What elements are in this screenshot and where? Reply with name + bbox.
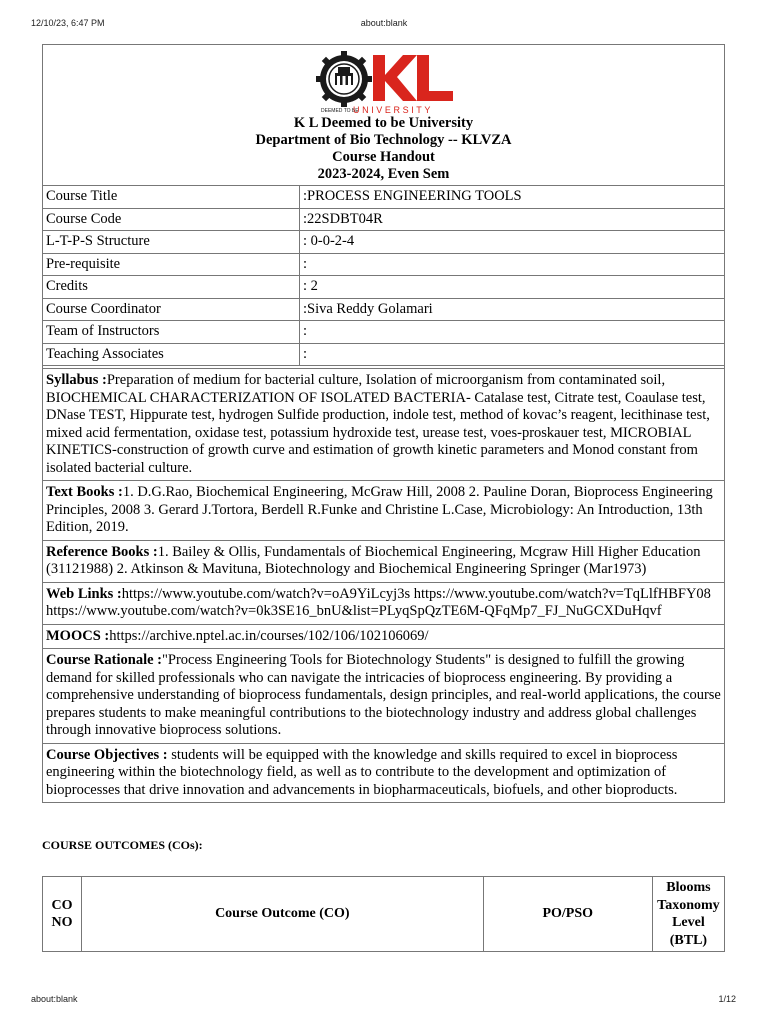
course-outcomes-table — [42, 876, 725, 952]
section-label: Reference Books : — [46, 543, 158, 560]
section-label: Text Books : — [46, 484, 123, 500]
info-value: : — [300, 321, 725, 344]
header-row — [43, 45, 725, 186]
print-footer — [0, 994, 768, 1008]
university-name: K L Deemed to be University — [293, 115, 474, 131]
gear-emblem-icon — [316, 51, 372, 107]
logo-tagline: UNIVERSITY — [353, 105, 434, 115]
section-course-rationale — [43, 649, 725, 744]
header-cell — [43, 45, 725, 186]
co-col-po-pso: PO/PSO — [483, 877, 652, 952]
info-row-coordinator — [43, 298, 725, 321]
info-label: Teaching Associates — [43, 343, 300, 366]
department-name: Department of Bio Technology -- KLVZA — [255, 132, 512, 148]
section-text: 1. Bailey & Ollis, Fundamentals of Biochemical Engineering, Mcgraw Hill Higher Education (31121988) 2. Atkinson & Mavituna, Biotechnology and Biochemical Engineering Springer (Mar1973) — [46, 543, 701, 577]
info-label: Credits — [43, 276, 300, 299]
print-url: about:blank — [360, 18, 408, 28]
co-col-outcome: Course Outcome (CO) — [82, 877, 484, 952]
section-text-books — [43, 481, 725, 541]
section-label: Syllabus : — [46, 372, 107, 388]
info-row-associates — [43, 343, 725, 366]
info-label: Course Coordinator — [43, 298, 300, 321]
info-row-course-code — [43, 208, 725, 231]
section-text: 1. D.G.Rao, Biochemical Engineering, McGraw Hill, 2008 2. Pauline Doran, Bioprocess Engineering Principles, 2008 3. Gerard J.Tortora, Berdell R.Funke and Christine L.Case, Microbiology: An Introduction, 13th Edition, 2019. — [46, 484, 713, 535]
section-text: Preparation of medium for bacterial culture, Isolation of microorganism from contaminated soil, BIOCHEMICAL CHARACTERIZATION OF ISOLATED BACTERIA- Catalase test, Citrate test, Coaulase test, DNase TEST, Hippurate test, hydrogen Sulfide production, indole test, method of kovac’s reagent, lecithinase test, mixed acid fermentation, oxidase test, potassium hydroxide test, urease test, voes-proskauer test, MICROBIAL KINETICS-construction of growth curve and estimation of growth kinetic parameters and Monod constant from isolated bacterial culture. — [46, 372, 710, 476]
logo-tagline-small: DEEMED TO BE — [321, 108, 359, 114]
section-text: https://www.youtube.com/watch?v=oA9YiLcyj3s https://www.youtube.com/watch?v=TqLlfHBFY08 https://www.youtube.com/watch?v=0k3SE16_bnU&list=PLyqSpQzTE6M-QFqMp7_FJ_NuGCXDuHqvf — [46, 585, 711, 619]
co-header-row — [43, 877, 725, 952]
document-type: Course Handout — [332, 149, 435, 165]
kl-brand-letters — [373, 55, 453, 101]
section-text: https://archive.nptel.ac.in/courses/102/106/102106069/ — [109, 627, 429, 644]
page-number: 1/12 — [718, 994, 736, 1004]
info-row-course-title — [43, 186, 725, 209]
info-value: :22SDBT04R — [300, 208, 725, 231]
info-row-credits — [43, 276, 725, 299]
info-label: Pre-requisite — [43, 253, 300, 276]
print-datetime: 12/10/23, 6:47 PM — [31, 18, 105, 28]
info-label: Team of Instructors — [43, 321, 300, 344]
info-label: Course Title — [43, 186, 300, 209]
info-label: Course Code — [43, 208, 300, 231]
section-label: Web Links : — [46, 585, 122, 602]
section-moocs — [43, 624, 725, 649]
info-label: L-T-P-S Structure — [43, 231, 300, 254]
info-value: :Siva Reddy Golamari — [300, 298, 725, 321]
course-handout-table — [42, 44, 725, 803]
info-value: : 0-0-2-4 — [300, 231, 725, 254]
section-syllabus — [43, 369, 725, 481]
info-row-prerequisite — [43, 253, 725, 276]
section-label: Course Rationale : — [46, 652, 162, 668]
info-value: : 2 — [300, 276, 725, 299]
info-value: :PROCESS ENGINEERING TOOLS — [300, 186, 725, 209]
section-label: MOOCS : — [46, 627, 110, 644]
info-value: : — [300, 343, 725, 366]
info-row-ltps — [43, 231, 725, 254]
section-label: Course Objectives : — [46, 746, 172, 763]
footer-url: about:blank — [31, 994, 78, 1004]
section-reference-books — [43, 540, 725, 582]
section-text: students will be equipped with the knowledge and skills required to excel in bioprocess engineering within the biotechnology field, as well as to contribute to the development and optimization of bioprocesses that drive innovation and advancements in biopharmaceuticals, biofuels, and other bioproducts. — [46, 746, 678, 798]
section-web-links — [43, 582, 725, 624]
course-outcomes-heading: COURSE OUTCOMES (COs): — [42, 838, 203, 852]
co-col-number: CO NO — [43, 877, 82, 952]
info-value: : — [300, 253, 725, 276]
kl-university-logo — [313, 49, 463, 115]
section-text: "Process Engineering Tools for Biotechnology Students" is designed to fulfill the growing demand for skilled professionals who can navigate the intricacies of bioprocess engineering. By providing a comprehensive understanding of bioprocess fundamentals, design principles, and real-world applications, the course prepares students to make meaningful contributions to the biotechnology industry and address global challenges through innovative bioprocess solutions. — [46, 652, 721, 738]
academic-session: 2023-2024, Even Sem — [317, 166, 450, 182]
info-row-instructors — [43, 321, 725, 344]
print-header — [0, 18, 768, 32]
section-course-objectives — [43, 743, 725, 803]
logo-area — [46, 49, 721, 115]
co-col-btl: Blooms Taxonomy Level (BTL) — [652, 877, 724, 952]
